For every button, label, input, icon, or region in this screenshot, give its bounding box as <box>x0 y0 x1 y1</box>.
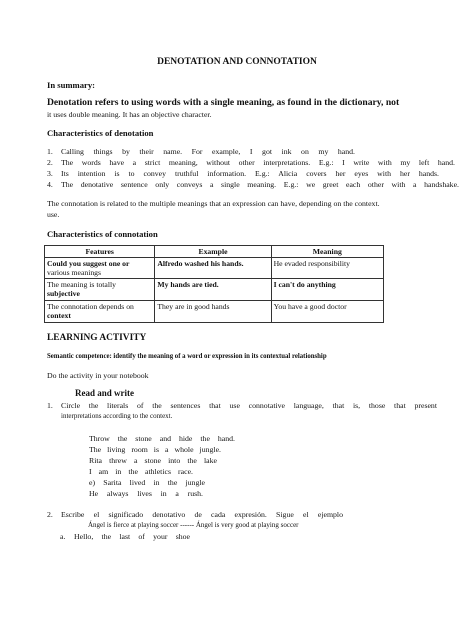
connotation-definition-line1: The connotation is related to the multiple meanings that an expression can have, depending on the context. <box>47 199 380 208</box>
table-header-features: Features <box>45 246 155 258</box>
instruction-2: Escribe el significado denotativo de cada expresión. Sigue el ejemplo <box>61 510 343 519</box>
sentence-item: He always lives in a rush. <box>89 489 203 498</box>
denotation-definition-line2: it uses double meaning. It has an objective character. <box>47 110 212 119</box>
summary-heading: In summary: <box>47 80 95 90</box>
instruction-1-line1: Circle the literals of the sentences that use connotative language, that is, those that present <box>61 401 437 410</box>
connotation-table <box>44 245 384 323</box>
sentence-item: Rita threw a stone into the lake <box>89 456 217 465</box>
table-cell-example: They are in good hands <box>155 301 271 323</box>
table-cell-feature <box>45 301 155 323</box>
list-item: The denotative sentence only conveys a single meaning. E.g.: we greet each other with a handshake. <box>61 180 459 189</box>
table-cell-feature <box>45 258 155 279</box>
feature-text: The meaning is totally <box>47 280 116 289</box>
table-row <box>45 279 384 301</box>
table-row <box>45 301 384 323</box>
connotation-definition-line2: use. <box>47 210 60 219</box>
item-label: a. <box>60 532 66 541</box>
connotation-characteristics-heading: Characteristics of connotation <box>47 229 158 239</box>
table-cell-example: My hands are tied. <box>155 279 271 301</box>
table-cell-meaning: You have a good doctor <box>271 301 383 323</box>
table-row <box>45 258 384 279</box>
sentence-item: I am in the athletics race. <box>89 467 193 476</box>
table-cell-example: Alfredo washed his hands. <box>155 258 271 279</box>
table-cell-meaning: I can't do anything <box>271 279 383 301</box>
list-number: 3. <box>47 169 53 178</box>
list-number: 2. <box>47 158 53 167</box>
list-item: Calling things by their name. For example, I got ink on my hand. <box>61 147 355 156</box>
notebook-instruction: Do the activity in your notebook <box>47 371 149 380</box>
page-title: DENOTATION AND CONNOTATION <box>157 57 317 67</box>
instruction-number: 2. <box>47 510 53 519</box>
table-header-meaning: Meaning <box>271 246 383 258</box>
denotation-definition-line1: Denotation refers to using words with a single meaning, as found in the dictionary, not <box>47 97 400 108</box>
list-item: Its intention is to convey truthful information. E.g.: Alicia covers her eyes with her hands. <box>61 169 439 178</box>
item-a-text: Hello, the last of your shoe <box>74 532 190 541</box>
table-header-row <box>45 246 384 258</box>
example-line: Ángel is fierce at playing soccer ------ Ángel is very good at playing soccer <box>88 521 299 529</box>
denotation-characteristics-heading: Characteristics of denotation <box>47 128 154 138</box>
table-cell-meaning: He evaded responsibility <box>271 258 383 279</box>
semantic-competence-text: Semantic competence: identify the meaning of a word or expression in its contextual relationship <box>47 353 327 360</box>
read-and-write-heading: Read and write <box>75 388 134 398</box>
sentence-item: e) Sarita lived in the jungle <box>89 478 205 487</box>
table-cell-feature <box>45 279 155 301</box>
sentence-item: Throw the stone and hide the hand. <box>89 434 235 443</box>
feature-bold-text: context <box>47 311 71 320</box>
sentence-item: The living room is a whole jungle. <box>89 445 221 454</box>
feature-text: The connotation depends on <box>47 302 134 311</box>
list-number: 4. <box>47 180 53 189</box>
instruction-number: 1. <box>47 401 53 410</box>
learning-activity-heading: LEARNING ACTIVITY <box>47 333 147 343</box>
table-header-example: Example <box>155 246 271 258</box>
list-item: The words have a strict meaning, without other interpretations. E.g.: I write with my left hand. <box>61 158 455 167</box>
feature-bold-text: Could you suggest one or <box>47 259 130 268</box>
feature-bold-text: subjective <box>47 289 80 298</box>
feature-text: various meanings <box>47 268 102 277</box>
instruction-1-line2: interpretations according to the context. <box>61 412 173 420</box>
list-number: 1. <box>47 147 53 156</box>
